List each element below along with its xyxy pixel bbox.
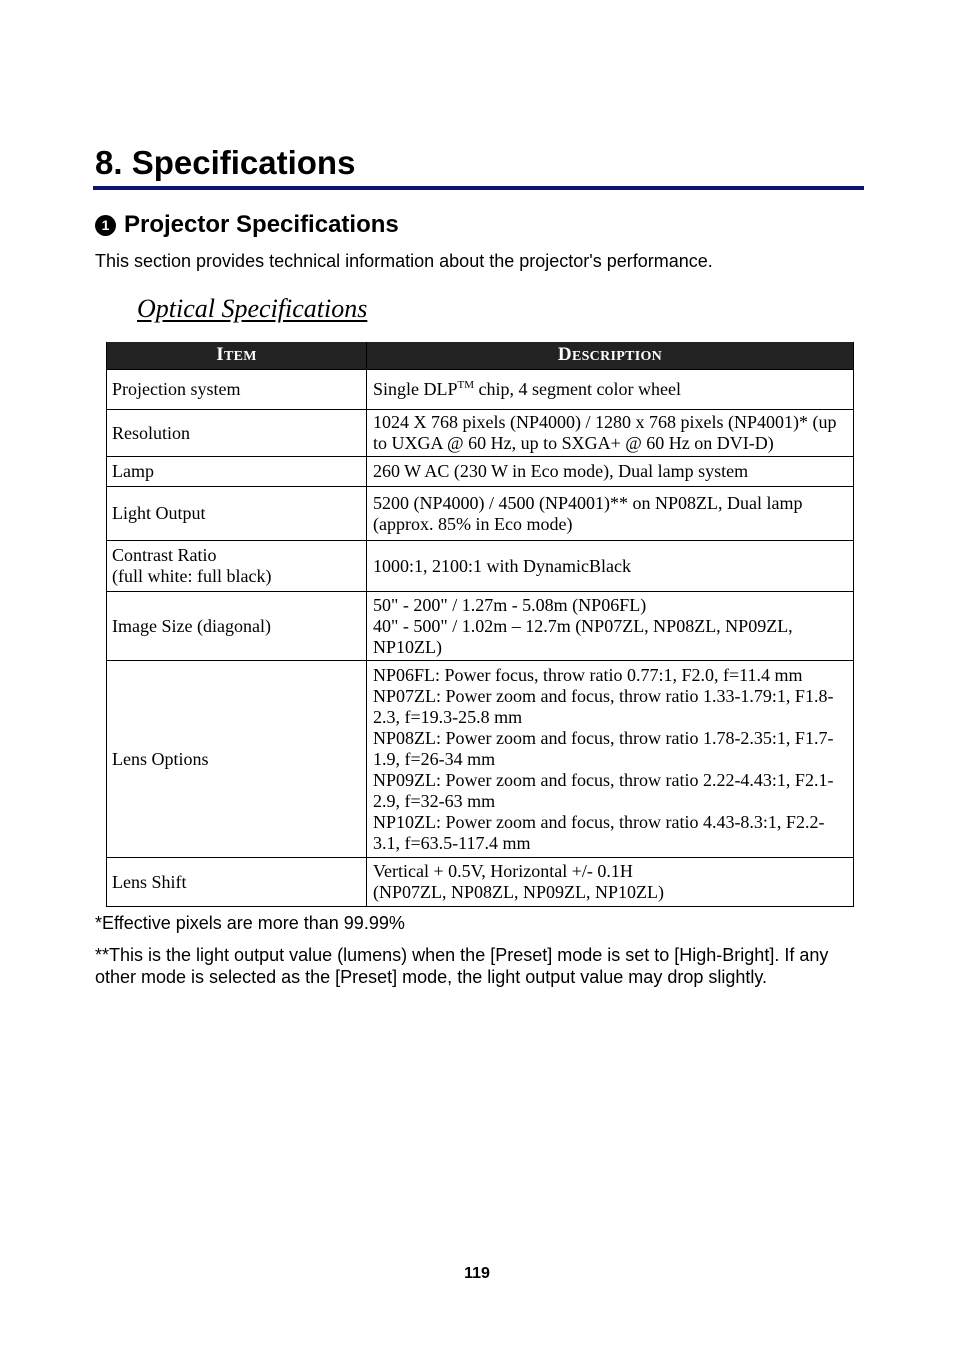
number-one-circle-icon: 1 [95,215,116,236]
item-text-line: Lens Options [112,748,209,769]
description-text-line: 1000:1, 2100:1 with DynamicBlack [373,555,631,576]
footnote-effective-pixels: *Effective pixels are more than 99.99% [95,913,405,933]
description-text-line: 2.3, f=19.3-25.8 mm [373,706,523,727]
table-cell-description [367,592,854,661]
description-text-line: NP10ZL) [373,636,442,657]
table-row [107,661,854,858]
column-header-description: DESCRIPTION [367,339,854,370]
table-row [107,457,854,487]
chapter-title-rule [93,186,864,190]
item-text-line: Contrast Ratio [112,545,217,565]
footnote-light-output: **This is the light output value (lumens) when the [Preset] mode is set to [High-Bright]. If any other mode is selected as the [Preset] mode, the light output value may drop slightly. [95,945,829,987]
item-text-line: Image Size (diagonal) [112,615,271,636]
description-text-line: NP07ZL: Power zoom and focus, throw ratio 1.33-1.79:1, F1.8- [373,685,834,706]
description-text-line: 1024 X 768 pixels (NP4000) / 1280 x 768 pixels (NP4001)* (up [373,412,837,432]
section-title-text: Projector Specifications [124,211,399,238]
description-text-line: 40" - 500" / 1.02m – 12.7m (NP07ZL, NP08ZL, NP09ZL, [373,615,793,636]
table-cell-description [367,370,854,410]
description-text-line: 260 W AC (230 W in Eco mode), Dual lamp system [373,461,749,481]
table-cell-item [107,661,367,858]
description-text-line: 1.9, f=26-34 mm [373,748,496,769]
column-header-item: ITEM [107,339,367,370]
description-text-line: Vertical + 0.5V, Horizontal +/- 0.1H [373,861,633,881]
table-row [107,541,854,592]
table-cell-description [367,487,854,541]
table-cell-item [107,487,367,541]
table-cell-description [367,457,854,487]
table-cell-item [107,457,367,487]
table-row [107,487,854,541]
description-text-line: NP09ZL: Power zoom and focus, throw ratio 2.22-4.43:1, F2.1- [373,769,834,790]
chapter-title: 8. Specifications [95,144,356,181]
trademark-superscript: TM [457,379,475,391]
description-text-line: to UXGA @ 60 Hz, up to SXGA+ @ 60 Hz on DVI-D) [373,433,774,453]
table-row [107,370,854,410]
table-cell-item [107,592,367,661]
item-text-line: Lens Shift [112,871,187,892]
table-cell-description [367,858,854,907]
section-title [95,209,399,241]
description-text-line: 5200 (NP4000) / 4500 (NP4001)** on NP08ZL, Dual lamp [373,492,803,513]
table-row [107,410,854,457]
item-text-line: Projection system [112,379,241,399]
description-text-line: (approx. 85% in Eco mode) [373,513,573,534]
subsection-title: Optical Specifications [137,294,368,323]
item-text-line: (full white: full black) [112,566,272,586]
table-cell-item [107,541,367,592]
description-text-line: NP08ZL: Power zoom and focus, throw ratio 1.78-2.35:1, F1.7- [373,727,834,748]
description-text-line: 50" - 200" / 1.27m - 5.08m (NP06FL) [373,594,647,615]
item-text-line: Lamp [112,461,154,481]
table-cell-item [107,858,367,907]
description-text-line: (NP07ZL, NP08ZL, NP09ZL, NP10ZL) [373,882,664,902]
table-cell-item [107,370,367,410]
table-cell-description [367,661,854,858]
table-row [107,858,854,907]
table-header-row [107,339,854,370]
description-text-line: Single DLP™ chip, 4 segment color wheel [373,379,681,399]
optical-specifications-table [106,335,854,907]
description-text-line: NP10ZL: Power zoom and focus, throw ratio 4.43-8.3:1, F2.2- [373,811,825,832]
description-text-line: 3.1, f=63.5-117.4 mm [373,832,531,853]
table-cell-item [107,410,367,457]
table-cell-description [367,410,854,457]
table-row [107,592,854,661]
item-text-line: Resolution [112,422,191,443]
description-text-line: NP06FL: Power focus, throw ratio 0.77:1, F2.0, f=11.4 mm [373,664,803,685]
item-text-line: Light Output [112,503,206,523]
table-cell-description [367,541,854,592]
page-number: 119 [464,1265,490,1282]
intro-paragraph: This section provides technical information about the projector's performance. [95,251,713,271]
description-text-line: 2.9, f=32-63 mm [373,790,496,811]
